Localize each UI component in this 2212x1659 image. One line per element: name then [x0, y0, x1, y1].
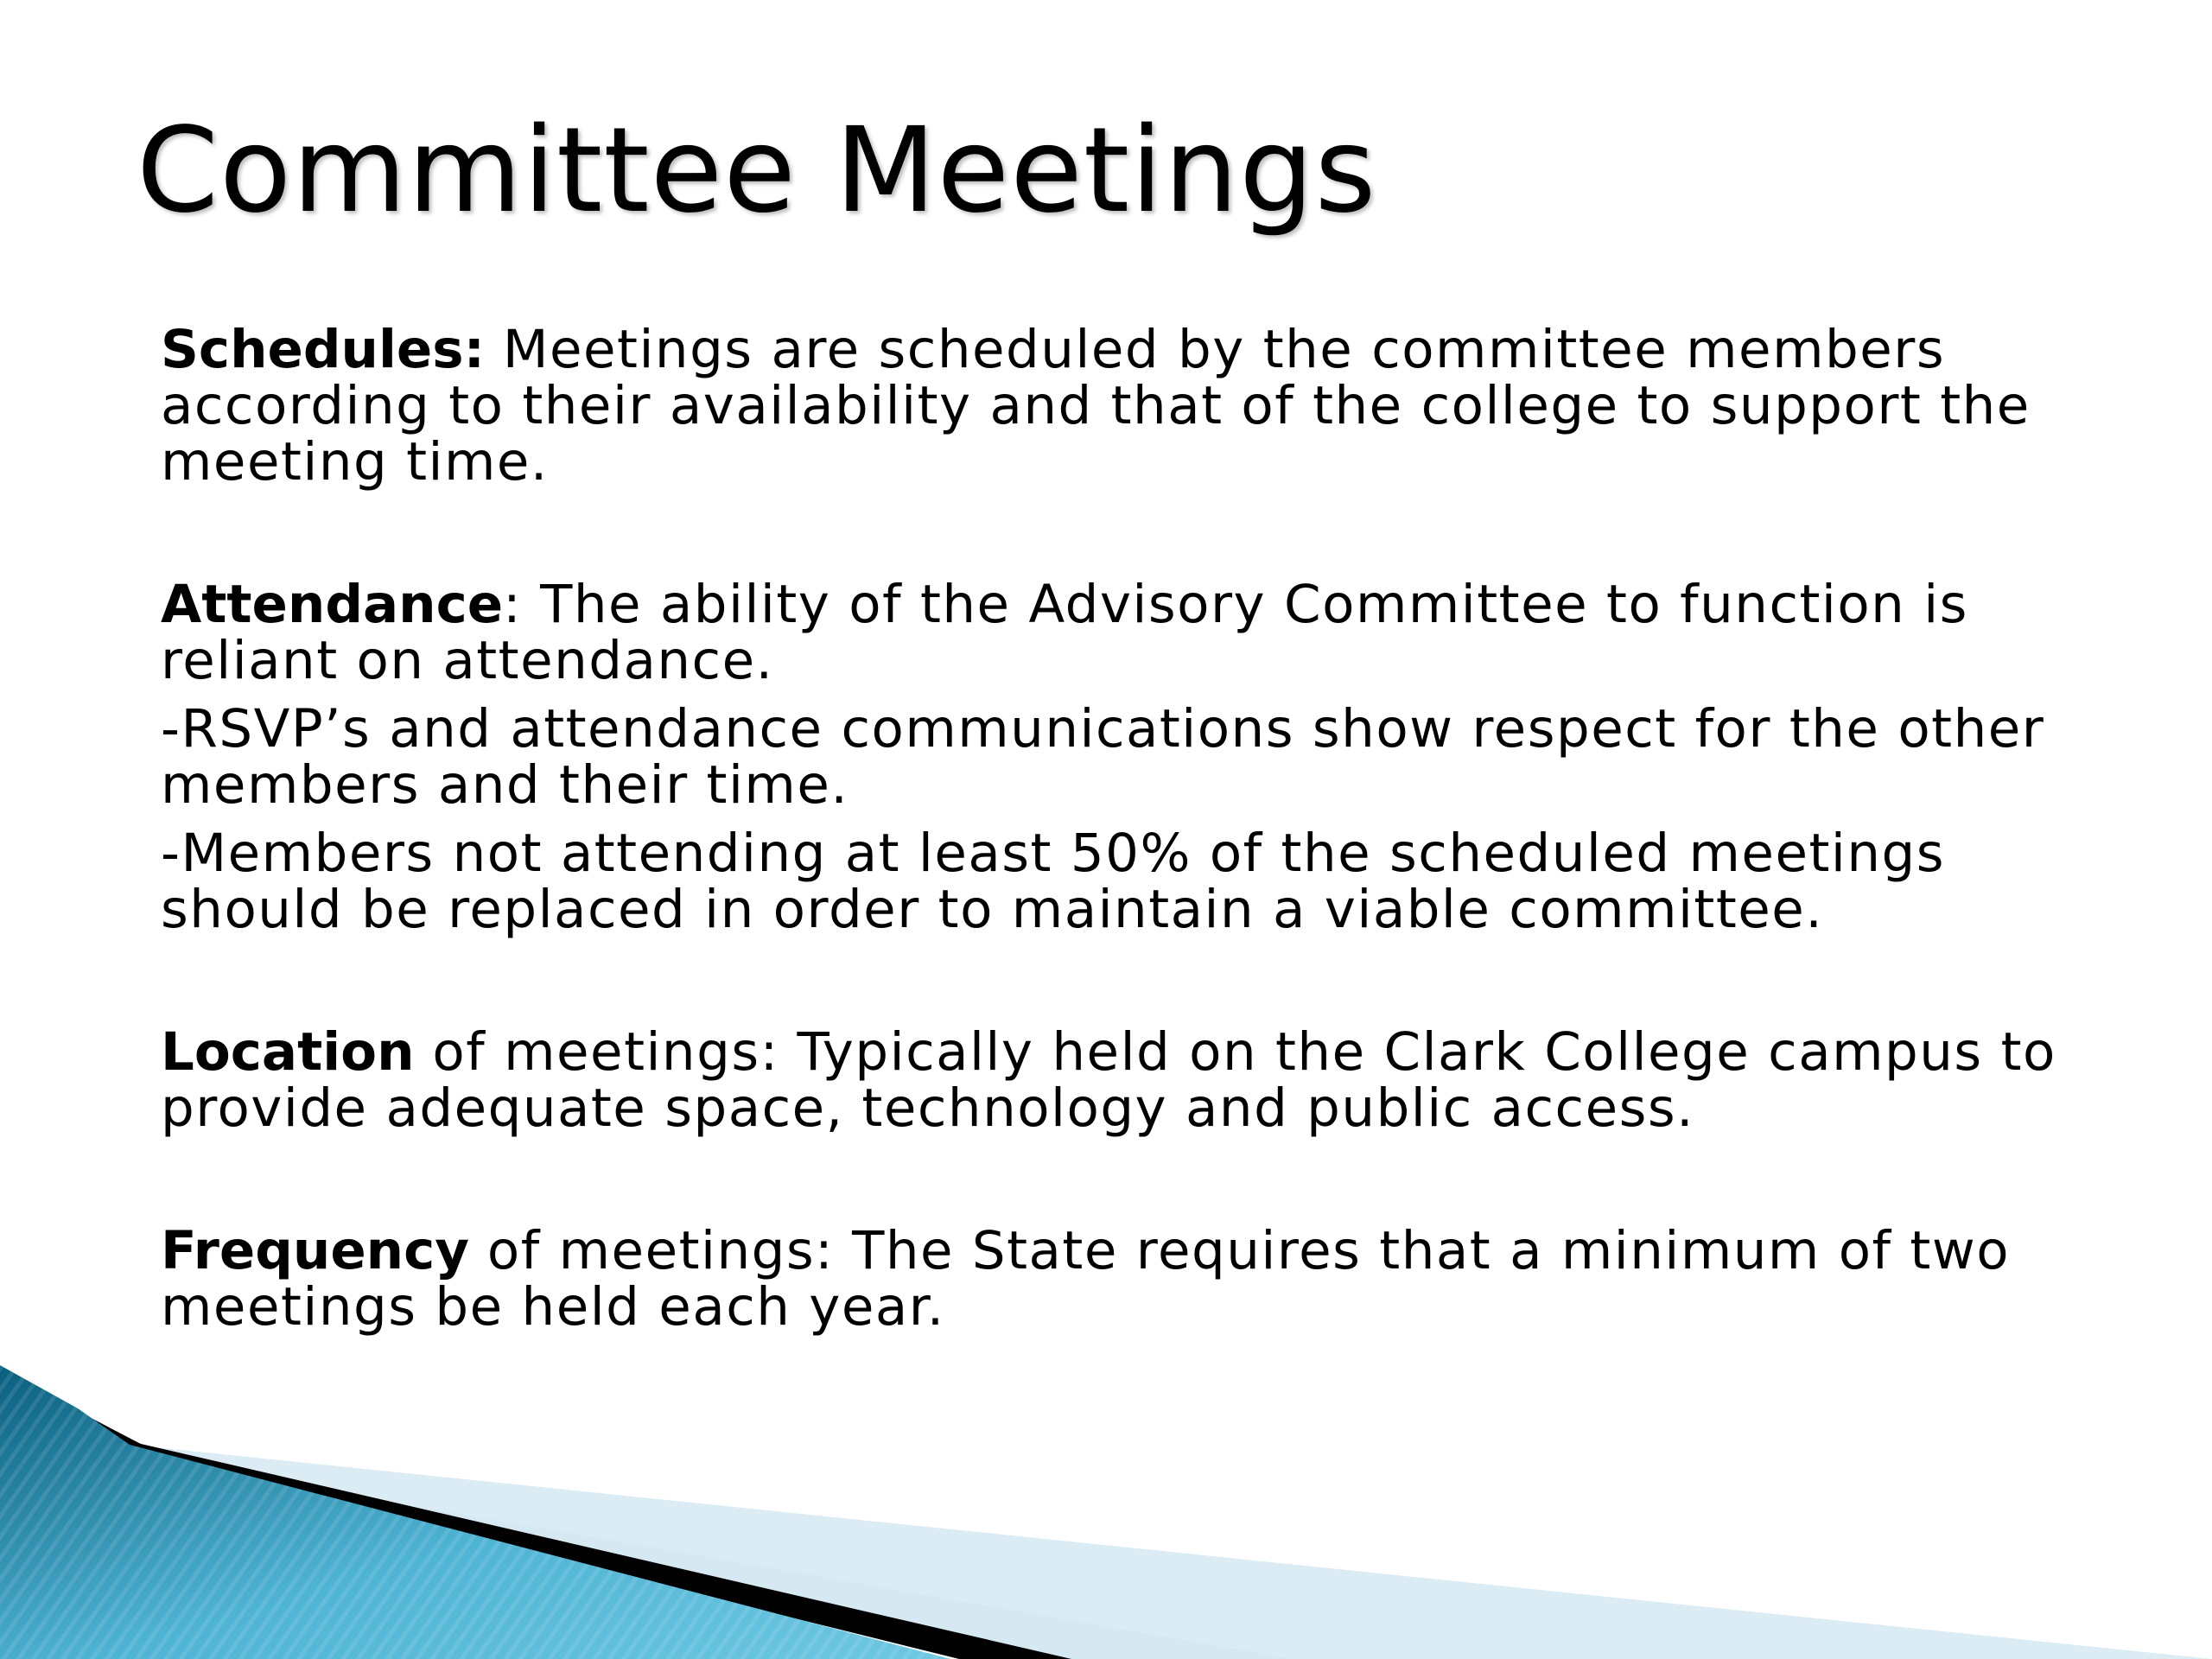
- attendance-label: Attendance: [161, 574, 504, 635]
- schedules-paragraph: [161, 319, 2113, 493]
- attendance-paragraph: [161, 576, 2113, 689]
- decorative-wave-band: [0, 1365, 2212, 1659]
- location-paragraph: [161, 1021, 2113, 1139]
- location-label: Location: [161, 1021, 415, 1083]
- schedules-text: Meetings are scheduled by the committee members according to their availability and that of the college to support the meeting time.: [161, 319, 2031, 493]
- slide-title: Committee Meetings: [137, 103, 1377, 239]
- slide-body: [161, 319, 2113, 1338]
- attendance-point-replacement: -Members not attending at least 50% of the scheduled meetings should be replaced in order to maintain a viable committee.: [161, 823, 1946, 940]
- schedules-label: Schedules:: [161, 319, 485, 380]
- location-text: of meetings: Typically held on the Clark College campus to provide adequate space, technology and public access.: [161, 1021, 2056, 1139]
- attendance-point-rsvp: -RSVP’s and attendance communications show respect for the other members and their time.: [161, 698, 2045, 816]
- frequency-paragraph: [161, 1220, 2113, 1338]
- frequency-label: Frequency: [161, 1220, 470, 1281]
- attendance-text: : The ability of the Advisory Committee to function is reliant on attendance.: [161, 574, 1968, 691]
- frequency-text: of meetings: The State requires that a minimum of two meetings be held each year.: [161, 1220, 2011, 1338]
